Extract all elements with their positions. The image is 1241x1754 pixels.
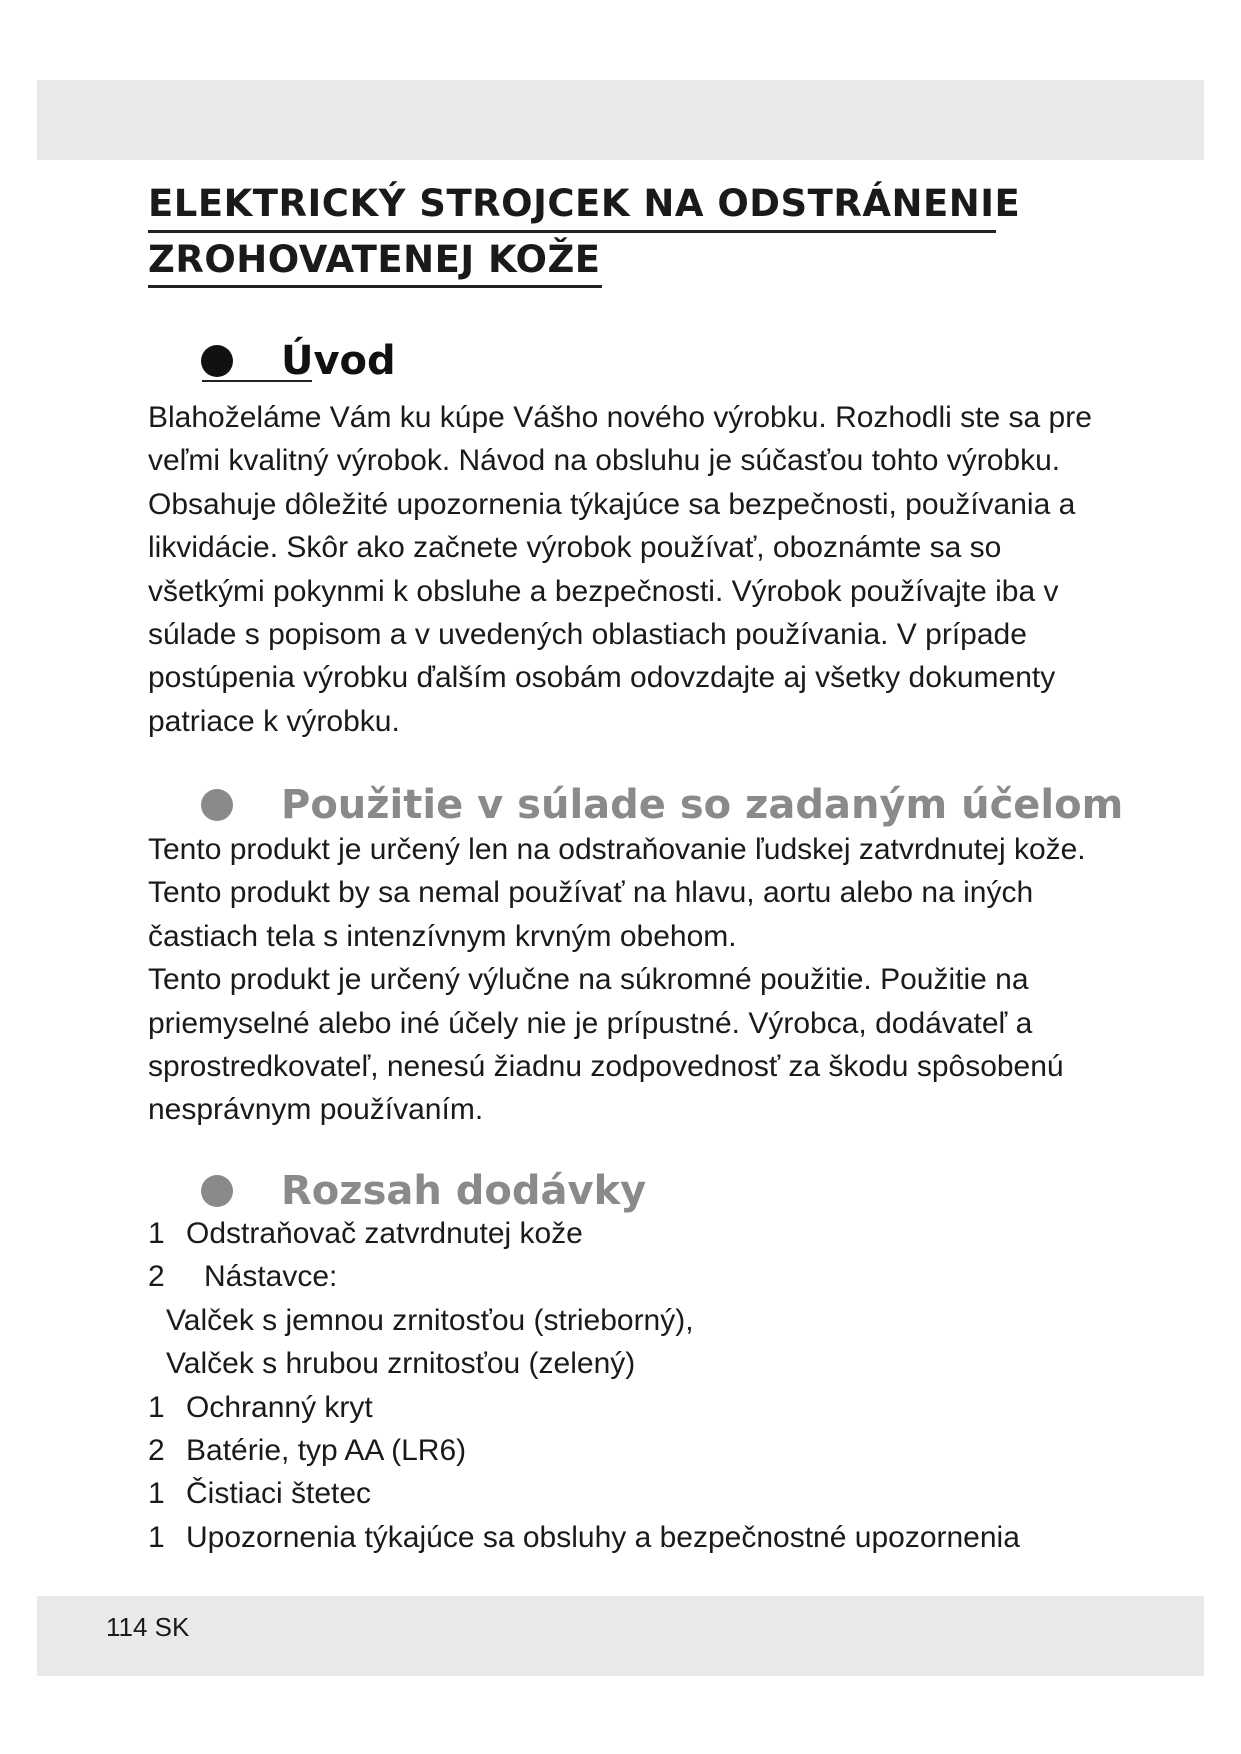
section-title: Úvod (281, 338, 396, 384)
page-number: 114 SK (106, 1612, 190, 1642)
delivery-list (148, 1212, 1020, 1559)
item-text: Čistiaci štetec (186, 1477, 372, 1511)
title-line-1: ELEKTRICKÝ STROJCEK NA ODSTRÁNENIE (148, 183, 996, 233)
item-text: Batérie, typ AA (LR6) (186, 1434, 467, 1468)
document-title (148, 183, 1028, 288)
item-qty: 2 (148, 1260, 165, 1294)
item-qty: 2 (148, 1434, 165, 1468)
item-text: Valček s hrubou zrnitosťou (zelený) (166, 1347, 636, 1381)
bullet-icon (201, 789, 233, 821)
heading-underline (202, 380, 312, 382)
title-line-2: ZROHOVATENEJ KOŽE (148, 239, 602, 289)
item-qty: 1 (148, 1520, 165, 1554)
item-text: Upozornenia týkajúce sa obsluhy a bezpečnostné upozornenia (186, 1520, 1020, 1554)
item-text: Nástavce: (204, 1260, 338, 1294)
section-heading-intro (201, 338, 396, 384)
list-item (148, 1212, 1020, 1255)
section-title: Rozsah dodávky (281, 1168, 647, 1214)
intended-use-text (148, 828, 1108, 1132)
item-qty: 1 (148, 1217, 165, 1250)
footer-band (37, 1596, 1204, 1676)
list-item (148, 1342, 1020, 1385)
item-qty: 1 (148, 1390, 165, 1424)
section-heading-scope (201, 1168, 646, 1214)
list-item (148, 1255, 1020, 1298)
paragraph: Tento produkt je určený len na odstraňovanie ľudskej zatvrdnutej kože. Tento produkt by sa nemal používať na hlavu, aortu alebo na iných častiach tela s intenzívnym krvným obehom. (148, 833, 1086, 953)
paragraph: Tento produkt je určený výlučne na súkromné použitie. Použitie na priemyselné alebo iné účely nie je prípustné. Výrobca, dodávateľ a sprostredkovateľ, nenesú žiadnu zodpovednosť za škodu spôsobenú nesprávnym používaním. (148, 963, 1064, 1127)
intro-paragraph (148, 396, 1108, 743)
item-text: Odstraňovač zatvrdnutej kože (186, 1217, 583, 1250)
list-item (148, 1299, 1020, 1342)
list-item (148, 1386, 1020, 1429)
paragraph: Blahoželáme Vám ku kúpe Vášho nového výrobku. Rozhodli ste sa pre veľmi kvalitný výrobok. Návod na obsluhu je súčasťou tohto výrobku. Obsahuje dôležité upozornenia týkajúce sa bezpečnosti, používania a likvidácie. Skôr ako začnete výrobok používať, oboznámte sa so všetkými pokynmi k obsluhe a bezpečnosti. Výrobok používajte iba v súlade s popisom a v uvedených oblastiach používania. V prípade postúpenia výrobku ďalším osobám odovzdajte aj všetky dokumenty patriace k výrobku. (148, 401, 1092, 738)
section-title: Použitie v súlade so zadaným účelom (281, 782, 1124, 828)
list-item (148, 1472, 1020, 1515)
item-text: Valček s jemnou zrnitosťou (strieborný), (166, 1303, 694, 1337)
list-item (148, 1516, 1020, 1559)
list-item (148, 1429, 1020, 1472)
bullet-icon (201, 345, 233, 377)
bullet-icon (201, 1175, 233, 1207)
item-qty: 1 (148, 1477, 165, 1511)
header-band (37, 80, 1204, 160)
item-text: Ochranný kryt (186, 1390, 373, 1424)
section-heading-intended-use (201, 782, 1123, 828)
